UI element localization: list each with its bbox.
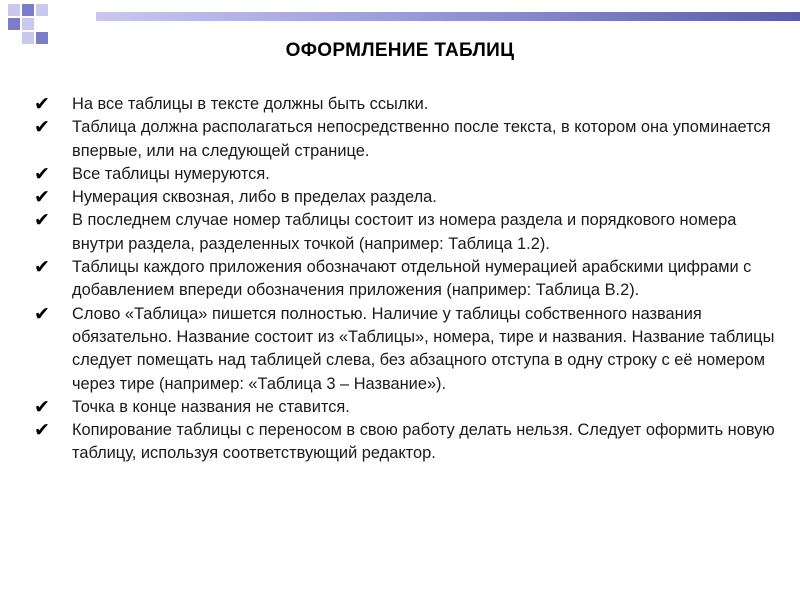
decor-square bbox=[36, 4, 48, 16]
decor-square bbox=[22, 4, 34, 16]
list-item bbox=[34, 186, 779, 209]
list-item-text: Копирование таблицы с переносом в свою работу делать нельзя. Следует оформить новую таблицу, используя соответствующий редактор. bbox=[72, 421, 775, 463]
header-gradient-bar bbox=[96, 12, 800, 21]
list-item bbox=[34, 419, 779, 466]
check-icon: ✔ bbox=[34, 257, 50, 279]
list-item bbox=[34, 256, 779, 303]
list-item-text: На все таблицы в тексте должны быть ссылки. bbox=[72, 95, 429, 113]
decor-square bbox=[22, 18, 34, 30]
list-item bbox=[34, 93, 779, 116]
list-item bbox=[34, 116, 779, 163]
list-item-text: Таблица должна располагаться непосредственно после текста, в котором она упоминается впервые, или на следующей странице. bbox=[72, 118, 771, 160]
list-item bbox=[34, 303, 779, 396]
bullet-list bbox=[34, 93, 779, 466]
list-item bbox=[34, 396, 779, 419]
list-item-text: В последнем случае номер таблицы состоит из номера раздела и порядкового номера внутри раздела, разделенных точкой (например: Таблица 1.2). bbox=[72, 211, 737, 253]
check-icon: ✔ bbox=[34, 396, 50, 418]
list-item-text: Таблицы каждого приложения обозначают отдельной нумерацией арабскими цифрами с добавлением впереди обозначения приложения (например: Таблица В.2). bbox=[72, 258, 752, 300]
list-item-text: Все таблицы нумеруются. bbox=[72, 164, 270, 183]
check-icon: ✔ bbox=[34, 163, 50, 185]
check-icon: ✔ bbox=[34, 210, 50, 232]
check-icon: ✔ bbox=[34, 420, 50, 442]
check-icon: ✔ bbox=[34, 117, 50, 139]
list-item bbox=[34, 209, 779, 256]
list-item bbox=[34, 163, 779, 186]
list-item-text: Слово «Таблица» пишется полностью. Наличие у таблицы собственного названия обязательно. Название состоит из «Таблицы», номера, тире и названия. Название таблицы следует помещать над таблицей слева, без абзацного отступа в одну строку с её номером через тире (например: «Таблица 3 – Название»). bbox=[72, 304, 775, 393]
check-icon: ✔ bbox=[34, 187, 50, 209]
check-icon: ✔ bbox=[34, 94, 50, 115]
list-item-text: Нумерация сквозная, либо в пределах раздела. bbox=[72, 188, 437, 207]
check-icon: ✔ bbox=[34, 303, 50, 325]
decor-square bbox=[8, 4, 20, 16]
list-item-text: Точка в конце названия не ставится. bbox=[72, 397, 350, 416]
decor-square bbox=[8, 18, 20, 30]
page-title: ОФОРМЛЕНИЕ ТАБЛИЦ bbox=[285, 40, 515, 61]
